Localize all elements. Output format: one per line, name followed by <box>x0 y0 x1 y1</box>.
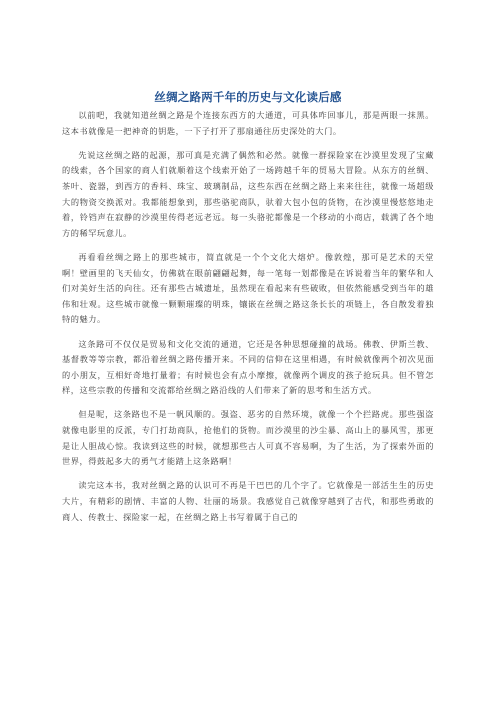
paragraph: 先说这丝绸之路的起源，那可真是充满了偶然和必然。就像一群探险家在沙漠里发现了宝藏的线索，各个国家的商人们就顺着这个线索开始了一场跨越千年的贸易大冒险。从东方的丝绸、茶叶、瓷器，到西方的香料、珠宝、玻璃制品，这些东西在丝绸之路上来来往往，就像一场超级大的物资交换派对。我都能想象到，那些骆驼商队，驮着大包小包的货物，在沙漠里慢悠悠地走着，铃铛声在寂静的沙漠里传得老远老远。每一头骆驼都像是一个移动的小商店，载满了各个地方的稀罕玩意儿。 <box>62 149 434 238</box>
paragraph: 以前吧，我就知道丝绸之路是个连接东西方的大通道，可具体咋回事儿，那是两眼一抹黑。这本书就像是一把神奇的钥匙，一下子打开了那扇通往历史深处的大门。 <box>62 110 434 136</box>
paragraph: 这条路可不仅仅是贸易和文化交流的通道，它还是各种思想碰撞的战场。佛教、伊斯兰教、基督教等等宗教，都沿着丝绸之路传播开来。不同的信仰在这里相遇，有时候就像两个初次见面的小朋友，互相好奇地打量着；有时候也会有点小摩擦，就像两个调皮的孩子抢玩具。但不管怎样，这些宗教的传播和交流都给丝绸之路沿线的人们带来了新的思考和生活方式。 <box>62 338 434 396</box>
document-body <box>62 108 434 534</box>
paragraph: 再看看丝绸之路上的那些城市，简直就是一个个文化大熔炉。像敦煌，那可是艺术的天堂啊！壁画里的飞天仙女，仿佛就在眼前翩翩起舞，每一笔每一划都像是在诉说着当年的繁华和人们对美好生活的向往。还有那些古城遗址，虽然现在看起来有些破败，但依然能感受到当年的雄伟和壮观。这些城市就像一颗颗璀璨的明珠，镶嵌在丝绸之路这条长长的项链上，各自散发着独特的魅力。 <box>62 251 434 325</box>
page-title: 丝绸之路两千年的历史与文化读后感 <box>154 90 342 104</box>
paragraph: 但是呢，这条路也不是一帆风顺的。强盗、恶劣的自然环境，就像一个个拦路虎。那些强盗就像电影里的反派，专门打劫商队，抢他们的货物。而沙漠里的沙尘暴、高山上的暴风雪，那更是让人胆战心惊。我读到这些的时候，就想那些古人可真不容易啊，为了生活，为了探索外面的世界，得鼓起多大的勇气才能踏上这条路啊！ <box>62 409 434 467</box>
paragraph: 读完这本书，我对丝绸之路的认识可不再是干巴巴的几个字了。它就像是一部活生生的历史大片，有精彩的剧情、丰富的人物、壮丽的场景。我感觉自己就像穿越到了古代，和那些勇敢的商人、传教士、探险家一起，在丝绸之路上书写着属于自己的 <box>62 480 434 522</box>
